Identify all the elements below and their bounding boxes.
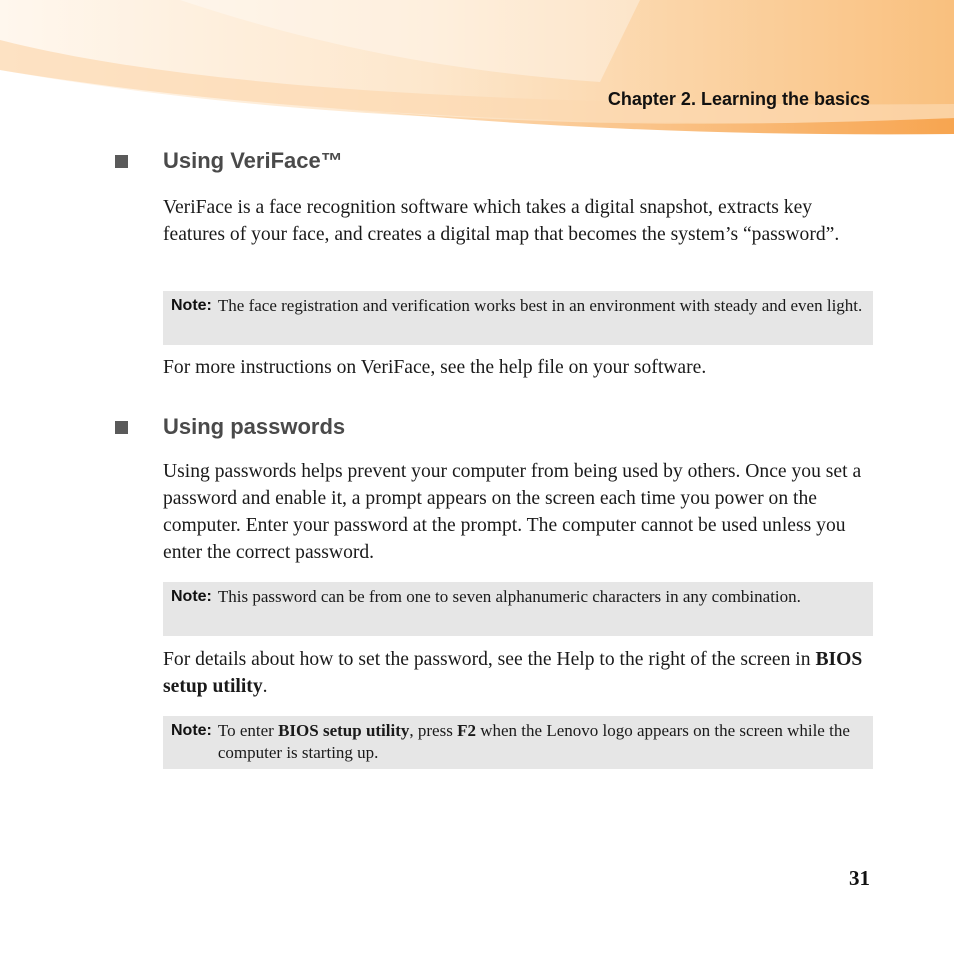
page-number: 31 [849,866,870,890]
note-text: The face registration and verification works best in an environment with steady and even light. [217,296,863,315]
note-text [218,720,863,765]
note-text: This password can be from one to seven alphanumeric characters in any combination. [217,587,801,606]
bios-setup-utility-term: BIOS setup utility [163,649,863,697]
note-text-start: To enter [217,721,279,740]
note-label: Note: [171,722,212,739]
details-text: For details about how to set the password, see the Help to the right of the screen in [163,649,816,670]
veriface-intro-paragraph: VeriFace is a face recognition software which takes a digital snapshot, extracts key features of your face, and creates a digital map that becomes the system’s “password”. [163,197,840,245]
note-text-end: when the Lenovo logo appears on the screen while the computer is starting up. [217,721,850,762]
section-heading-text: Using passwords [163,414,346,439]
bios-setup-utility-term: BIOS setup utility [278,721,410,740]
note-text-middle: , press [409,721,458,740]
section-heading-text: Using VeriFace™ [163,148,343,173]
passwords-intro-paragraph: Using passwords helps prevent your computer from being used by others. Once you set a password and enable it, a prompt appears on the screen each time you power on the computer. Enter your password at the prompt. The computer cannot be used unless you enter the correct password. [163,461,862,563]
square-bullet-icon [115,155,128,168]
note-label: Note: [171,588,212,605]
f2-key-term: F2 [457,721,476,740]
note-box-bios-entry [163,716,873,769]
square-bullet-icon [115,421,128,434]
veriface-help-paragraph: For more instructions on VeriFace, see the help file on your software. [163,357,707,378]
details-end: . [262,676,268,697]
note-label: Note: [171,297,212,314]
header-decoration [0,0,954,140]
note-box-password-length [163,582,873,636]
chapter-title: Chapter 2. Learning the basics [607,89,870,109]
section-heading-veriface [115,148,343,174]
section-heading-passwords [115,414,345,440]
password-details-paragraph [163,646,875,700]
note-box-veriface [163,291,873,345]
